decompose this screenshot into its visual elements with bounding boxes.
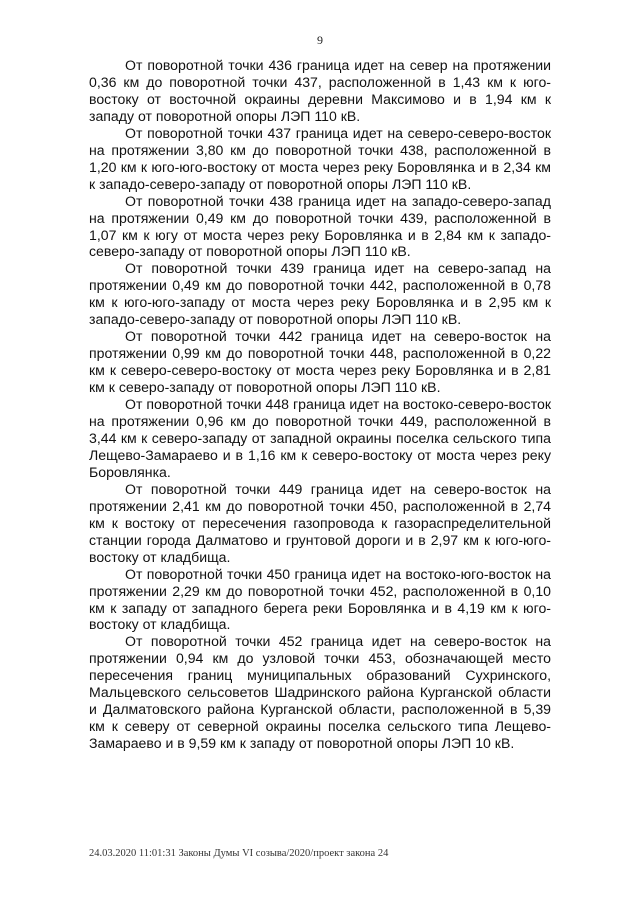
paragraph-point-448: От поворотной точки 448 граница идет на востоко-северо-восток на протяжении 0,96 км до поворотной точки 449, расположенной в 3,44 км к северо-западу от западной окраины поселка сельского типа Лещево-Замараево и в 1,16 км к северо-востоку от моста через реку Боровлянка. [89, 396, 551, 480]
paragraph-point-450: От поворотной точки 450 граница идет на востоко-юго-восток на протяжении 2,29 км до поворотной точки 452, расположенной в 0,10 км к западу от западного берега реки Боровлянка и в 4,19 км к юго-востоку от кладбища. [89, 565, 551, 633]
paragraph-point-439: От поворотной точки 439 граница идет на северо-запад на протяжении 0,49 км до поворотной точки 442, расположенной в 0,78 км к юго-юго-западу от моста через реку Боровлянка и в 2,95 км к западо-северо-западу от поворотной опоры ЛЭП 110 кВ. [89, 260, 551, 328]
paragraph-point-436: От поворотной точки 436 граница идет на север на протяжении 0,36 км до поворотной точки 437, расположенной в 1,43 км к юго-востоку от восточной окраины деревни Максимово и в 1,94 км к западу от поворотной опоры ЛЭП 110 кВ. [89, 57, 551, 124]
paragraph-point-449: От поворотной точки 449 граница идет на северо-восток на протяжении 2,41 км до поворотной точки 450, расположенной в 2,74 км к востоку от пересечения газопровода к газораспределительной станции города Далматово и грунтовой дороги и в 2,97 км к юго-юго-востоку от кладбища. [89, 480, 551, 565]
document-footer: 24.03.2020 11:01:31 Законы Думы VI созыва/2020/проект закона 24 [89, 848, 389, 859]
paragraph-point-438: От поворотной точки 438 граница идет на западо-северо-запад на протяжении 0,49 км до поворотной точки 439, расположенной в 1,07 км к югу от моста через реку Боровлянка и в 2,84 км к западо-северо-западу от поворотной опоры ЛЭП 110 кВ. [89, 192, 551, 260]
page-number: 9 [317, 33, 323, 47]
paragraph-point-437: От поворотной точки 437 граница идет на северо-северо-восток на протяжении 3,80 км до поворотной точки 438, расположенной в 1,20 км к юго-юго-востоку от моста через реку Боровлянка и в 2,34 км к западо-северо-западу от поворотной опоры ЛЭП 110 кВ. [89, 124, 551, 192]
document-body [89, 57, 551, 752]
paragraph-point-452: От поворотной точки 452 граница идет на северо-восток на протяжении 0,94 км до узловой точки 453, обозначающей место пересечения границ муниципальных образований Сухринского, Мальцевского сельсоветов Шадринского района Курганской области и Далматовского района Курганской области, расположенной в 5,39 км к северу от северной окраины поселка сельского типа Лещево-Замараево и в 9,59 км к западу от поворотной опоры ЛЭП 10 кВ. [89, 633, 551, 752]
paragraph-point-442: От поворотной точки 442 граница идет на северо-восток на протяжении 0,99 км до поворотной точки 448, расположенной в 0,22 км к северо-северо-востоку от моста через реку Боровлянка и в 2,81 км к северо-западу от поворотной опоры ЛЭП 110 кВ. [89, 328, 551, 396]
